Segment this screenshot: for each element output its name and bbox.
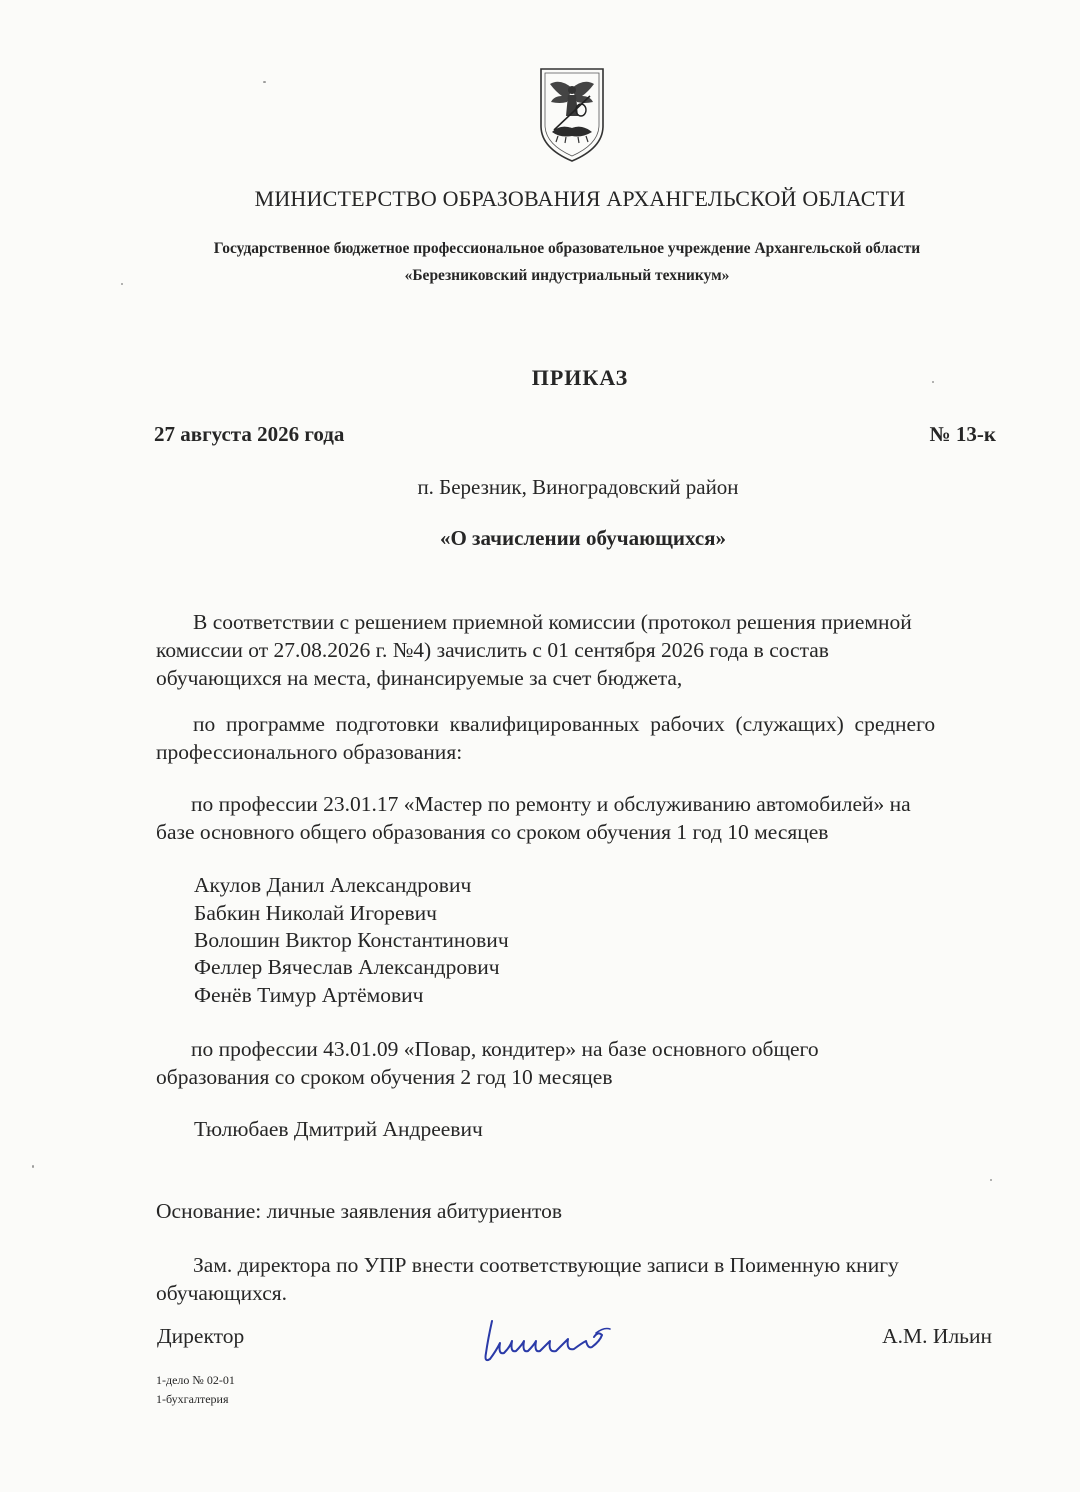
distribution-line: 1-дело № 02-01	[156, 1373, 235, 1387]
handwritten-signature	[478, 1313, 618, 1369]
ministry-title: МИНИСТЕРСТВО ОБРАЗОВАНИЯ АРХАНГЕЛЬСКОЙ ОБЛАСТИ	[254, 186, 906, 211]
order-place: п. Березник, Виноградовский район	[417, 475, 739, 499]
para2-line: по программе подготовки квалифицированных рабочих (служащих) среднего	[193, 712, 936, 736]
instruction-line: Зам. директора по УПР внести соответствующие записи в Поименную книгу	[193, 1253, 899, 1277]
signatory-position: Директор	[157, 1324, 245, 1348]
instruction-line: обучающихся.	[156, 1281, 288, 1305]
distribution-line: 1-бухгалтерия	[156, 1392, 229, 1406]
order-date: 27 августа 2026 года	[154, 422, 345, 446]
scan-speck	[121, 283, 123, 285]
profession1-line: базе основного общего образования со сроком обучения 1 год 10 месяцев	[156, 820, 829, 844]
para1-line: обучающихся на места, финансируемые за счет бюджета,	[156, 666, 683, 690]
para1-line: В соответствии с решением приемной комиссии (протокол решения приемной	[193, 610, 912, 634]
para1-line: комиссии от 27.08.2026 г. №4) зачислить с 01 сентября 2026 года в состав	[156, 638, 829, 662]
student-name: Феллер Вячеслав Александрович	[194, 955, 500, 979]
student-name: Волошин Виктор Константинович	[194, 928, 509, 952]
student-name: Бабкин Николай Игоревич	[194, 901, 437, 925]
institution-name-line2: «Березниковский индустриальный техникум»	[404, 267, 730, 284]
profession1-line: по профессии 23.01.17 «Мастер по ремонту и обслуживанию автомобилей» на	[191, 792, 911, 816]
institution-name-line1: Государственное бюджетное профессиональное образовательное учреждение Архангельской области	[213, 240, 921, 257]
student-name: Тюлюбаев Дмитрий Андреевич	[194, 1117, 483, 1141]
student-name: Акулов Данил Александрович	[194, 873, 472, 897]
profession2-line: образования со сроком обучения 2 год 10 месяцев	[156, 1065, 613, 1089]
scan-speck	[990, 1179, 992, 1181]
scan-speck	[263, 81, 266, 83]
scan-speck	[32, 1165, 34, 1168]
student-name: Фенёв Тимур Артёмович	[194, 983, 424, 1007]
order-basis: Основание: личные заявления абитуриентов	[156, 1199, 563, 1223]
profession2-line: по профессии 43.01.09 «Повар, кондитер» на базе основного общего	[191, 1037, 819, 1061]
order-title: ПРИКАЗ	[531, 365, 629, 390]
signatory-name: А.М. Ильин	[882, 1324, 992, 1348]
coat-of-arms-emblem	[538, 66, 606, 164]
order-number: № 13-к	[929, 422, 996, 446]
order-subject: «О зачислении обучающихся»	[439, 526, 727, 550]
para2-line: профессионального образования:	[156, 740, 463, 764]
scan-speck	[932, 381, 934, 383]
